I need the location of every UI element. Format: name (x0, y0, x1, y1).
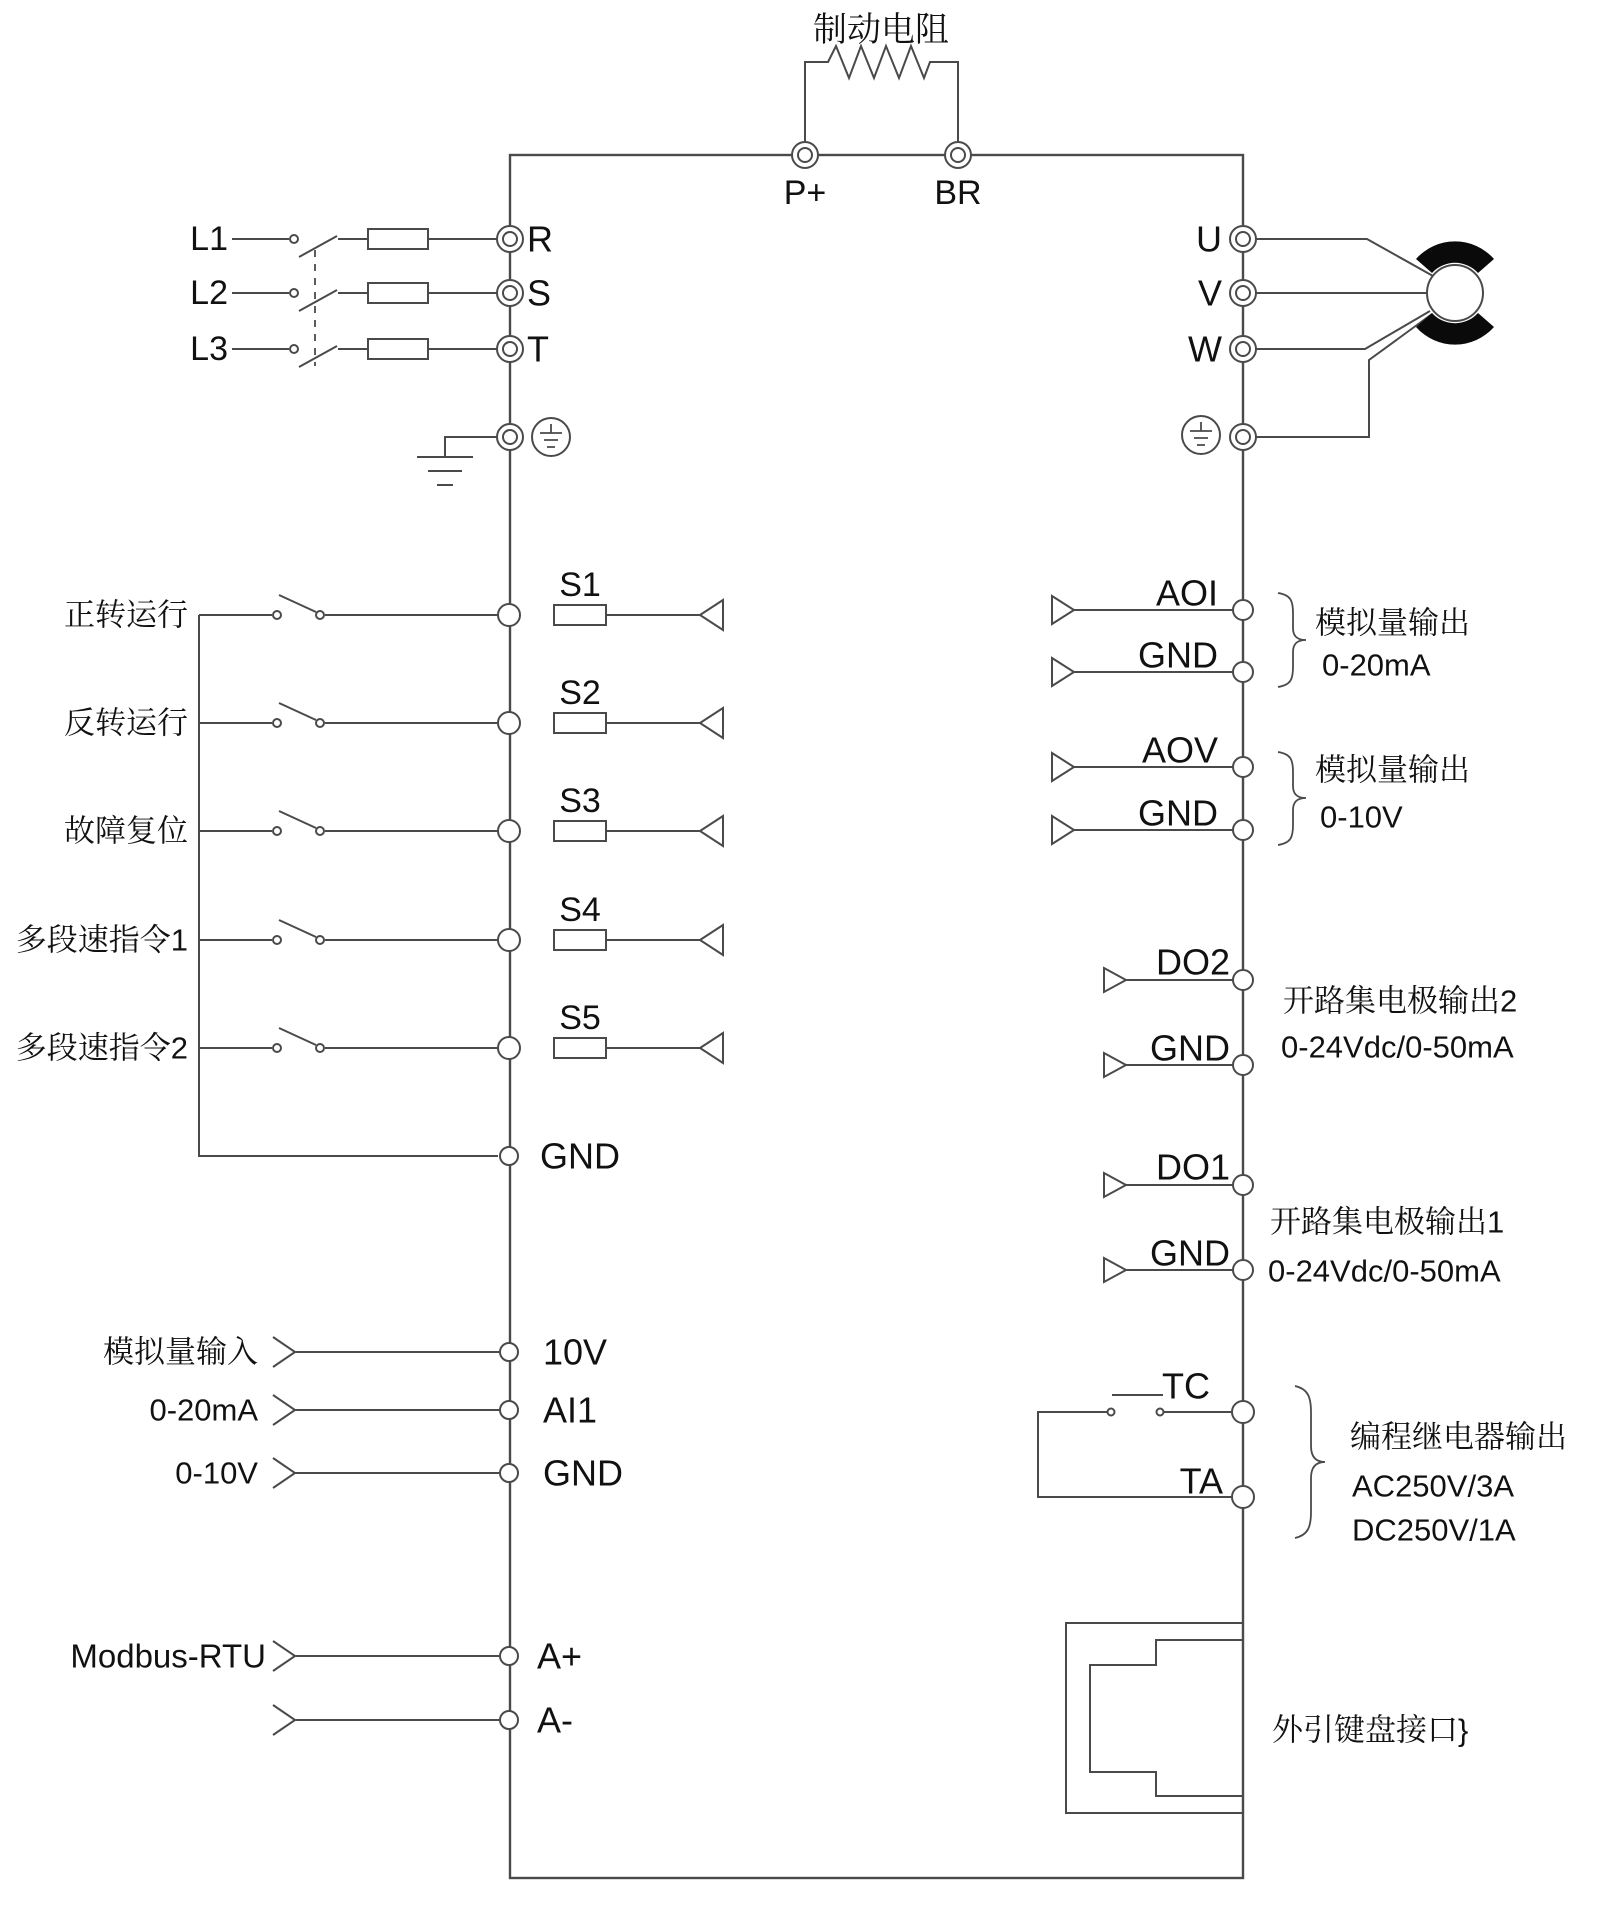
analog-input-section (103, 1332, 623, 1494)
breaker-contact (290, 345, 298, 353)
terminal-aoi (1233, 600, 1253, 620)
switch-blade (279, 811, 316, 828)
terminal-label-analog-gnd: GND (543, 1452, 623, 1494)
keypad-connector-section (1066, 1623, 1468, 1813)
terminal-ai1 (500, 1401, 518, 1419)
terminal-label-aov: AOV (1141, 729, 1218, 771)
terminal-do2-gnd (1233, 1055, 1253, 1075)
arrow-chevron (273, 1641, 295, 1671)
terminal-aov (1233, 757, 1253, 777)
output-driver-triangle (1104, 1053, 1126, 1077)
terminal-do2 (1233, 970, 1253, 990)
input-label-reverse-run: 反转运行 (64, 705, 188, 741)
terminal-label-do1: DO1 (1155, 1146, 1230, 1188)
terminal-ta (1232, 1486, 1254, 1508)
relay-contact (1108, 1409, 1115, 1416)
filter-s5 (554, 1038, 606, 1058)
terminal-a-minus (500, 1711, 518, 1729)
output-driver-triangle (1052, 658, 1074, 686)
switch-label-s4: S4 (559, 891, 601, 929)
oc-output-2-name: 开路集电极输出2 (1283, 983, 1518, 1019)
switch-contact (273, 936, 281, 944)
switch-blade (279, 920, 316, 937)
terminal-label-p-plus: P+ (783, 174, 827, 212)
breaker-blade (299, 290, 337, 311)
switch-contact (273, 1044, 281, 1052)
switch-blade (279, 595, 316, 612)
brake-resistor-symbol (805, 46, 958, 155)
switch-label-s1: S1 (559, 566, 601, 604)
keypad-port-label: 外引键盘接口} (1272, 1712, 1469, 1748)
output-driver-triangle (1104, 1258, 1126, 1282)
terminal-tc (1232, 1401, 1254, 1423)
line-label-l3: L3 (190, 330, 228, 368)
terminal-label-ai1: AI1 (543, 1389, 598, 1431)
digital-input-section (16, 566, 723, 1177)
terminal-aov-gnd (1233, 820, 1253, 840)
comm-section (70, 1636, 582, 1741)
switch-blade (279, 703, 316, 720)
terminal-label-do1-gnd: GND (1150, 1232, 1230, 1274)
relay-output-section (1038, 1366, 1567, 1548)
relay-name: 编程继电器输出 (1350, 1419, 1567, 1455)
open-collector-output-section (1104, 942, 1517, 1289)
motor-output-section (1182, 219, 1494, 455)
switch-label-s3: S3 (559, 782, 601, 820)
analog-input-range-ma: 0-20mA (149, 1392, 258, 1428)
comm-label-modbus: Modbus-RTU (70, 1637, 266, 1675)
arrow-chevron (273, 1395, 295, 1425)
terminal-label-v: V (1197, 272, 1222, 314)
terminal-digital-gnd (500, 1147, 518, 1165)
terminal-label-a-minus: A- (537, 1699, 573, 1741)
relay-spec-dc: DC250V/1A (1352, 1512, 1516, 1548)
analog-output-2-name: 模拟量输出 (1315, 752, 1470, 788)
terminal-label-10v: 10V (543, 1331, 608, 1373)
fuse-l2 (368, 283, 428, 303)
arrow-chevron (273, 1705, 295, 1735)
switch-label-s2: S2 (559, 674, 601, 712)
filter-s3 (554, 821, 606, 841)
switch-contact (273, 719, 281, 727)
input-label-fault-reset: 故障复位 (64, 813, 188, 849)
terminal-do1-gnd (1233, 1260, 1253, 1280)
terminal-label-aoi: AOI (1155, 572, 1218, 614)
input-label-multi-speed-1: 多段速指令1 (15, 922, 188, 958)
line-label-l1: L1 (190, 220, 228, 258)
output-driver-triangle (1052, 753, 1074, 781)
terminal-v-inner (1236, 286, 1250, 300)
analog-output-section (1052, 573, 1470, 846)
filter-s1 (554, 605, 606, 625)
terminal-u-inner (1236, 232, 1250, 246)
terminal-pe-right-inner (1236, 430, 1250, 444)
terminal-aoi-gnd (1233, 662, 1253, 682)
arrow-chevron (273, 1337, 295, 1367)
optocoupler-input-triangle (700, 600, 723, 630)
group-brace (1278, 593, 1306, 687)
analog-input-range-v: 0-10V (175, 1455, 258, 1491)
wire-motor-ground (1256, 314, 1432, 437)
input-label-forward-run: 正转运行 (64, 597, 188, 633)
arrow-chevron (273, 1458, 295, 1488)
terminal-label-digital-gnd: GND (540, 1135, 620, 1177)
terminal-a-plus (500, 1647, 518, 1665)
switch-contact (316, 1044, 324, 1052)
switch-contact (316, 827, 324, 835)
digital-input-common-bus (199, 615, 498, 1156)
output-driver-triangle (1104, 968, 1126, 992)
switch-blade (279, 1028, 316, 1045)
terminal-s3 (498, 820, 520, 842)
pe-ground-left (417, 418, 570, 485)
terminal-label-r: R (527, 218, 553, 260)
keypad-jack-outline (1066, 1623, 1243, 1813)
terminal-s1 (498, 604, 520, 626)
terminal-analog-gnd (500, 1464, 518, 1482)
brake-resistor-circuit (784, 11, 982, 212)
relay-contact (1157, 1409, 1164, 1416)
terminal-label-do2: DO2 (1155, 941, 1230, 983)
switch-contact (273, 611, 281, 619)
motor-symbol (1427, 265, 1483, 321)
line-label-l2: L2 (190, 274, 228, 312)
analog-output-1-range: 0-20mA (1322, 647, 1431, 683)
terminal-w-inner (1236, 342, 1250, 356)
breaker-contact (290, 289, 298, 297)
group-brace (1278, 752, 1306, 845)
oc-output-1-name: 开路集电极输出1 (1270, 1204, 1505, 1240)
breaker-blade (299, 236, 337, 257)
analog-input-title: 模拟量输入 (103, 1334, 258, 1370)
pe-symbol-right (1182, 416, 1220, 454)
optocoupler-input-triangle (700, 816, 723, 846)
output-driver-triangle (1104, 1173, 1126, 1197)
switch-contact (273, 827, 281, 835)
keypad-jack-plug-profile (1090, 1640, 1243, 1796)
terminal-br-inner (951, 148, 965, 162)
switch-contact (316, 719, 324, 727)
input-label-multi-speed-2: 多段速指令2 (15, 1030, 188, 1066)
relay-spec-ac: AC250V/3A (1352, 1468, 1514, 1504)
terminal-s2 (498, 712, 520, 734)
analog-output-1-name: 模拟量输出 (1315, 605, 1470, 641)
optocoupler-input-triangle (700, 925, 723, 955)
fuse-l3 (368, 339, 428, 359)
oc-output-2-range: 0-24Vdc/0-50mA (1281, 1029, 1514, 1065)
optocoupler-input-triangle (700, 708, 723, 738)
optocoupler-input-triangle (700, 1033, 723, 1063)
switch-label-s5: S5 (559, 999, 601, 1037)
terminal-do1 (1233, 1175, 1253, 1195)
filter-s4 (554, 930, 606, 950)
terminal-label-br: BR (934, 174, 982, 212)
ac-input-section (190, 219, 553, 370)
switch-contact (316, 936, 324, 944)
terminal-s-inner (503, 286, 517, 300)
terminal-label-do2-gnd: GND (1150, 1027, 1230, 1069)
fuse-l1 (368, 229, 428, 249)
switch-contact (316, 611, 324, 619)
terminal-label-u: U (1196, 218, 1222, 260)
output-driver-triangle (1052, 596, 1074, 624)
terminal-pe-left-inner (503, 430, 517, 444)
oc-output-1-range: 0-24Vdc/0-50mA (1268, 1253, 1501, 1289)
terminal-s5 (498, 1037, 520, 1059)
wire-u (1256, 239, 1433, 276)
terminal-label-w: W (1188, 328, 1222, 370)
wire-w (1256, 311, 1430, 349)
terminal-p-plus-inner (798, 148, 812, 162)
terminal-label-tc: TC (1162, 1365, 1210, 1407)
terminal-10v (500, 1343, 518, 1361)
terminal-label-t: T (527, 328, 549, 370)
filter-s2 (554, 713, 606, 733)
brake-resistor-label: 制动电阻 (813, 11, 949, 49)
group-brace (1295, 1386, 1325, 1538)
terminal-label-aov-gnd: GND (1138, 792, 1218, 834)
terminal-t-inner (503, 342, 517, 356)
pe-symbol-left (532, 418, 570, 456)
terminal-s4 (498, 929, 520, 951)
terminal-r-inner (503, 232, 517, 246)
breaker-blade (299, 346, 337, 367)
output-driver-triangle (1052, 816, 1074, 844)
terminal-label-s: S (527, 272, 552, 314)
inverter-body-outline (510, 155, 1243, 1878)
analog-output-2-range: 0-10V (1320, 799, 1403, 835)
breaker-contact (290, 235, 298, 243)
ground-wire (445, 437, 497, 457)
terminal-label-ta: TA (1179, 1460, 1223, 1502)
terminal-label-aoi-gnd: GND (1138, 634, 1218, 676)
terminal-label-a-plus: A+ (537, 1635, 583, 1677)
